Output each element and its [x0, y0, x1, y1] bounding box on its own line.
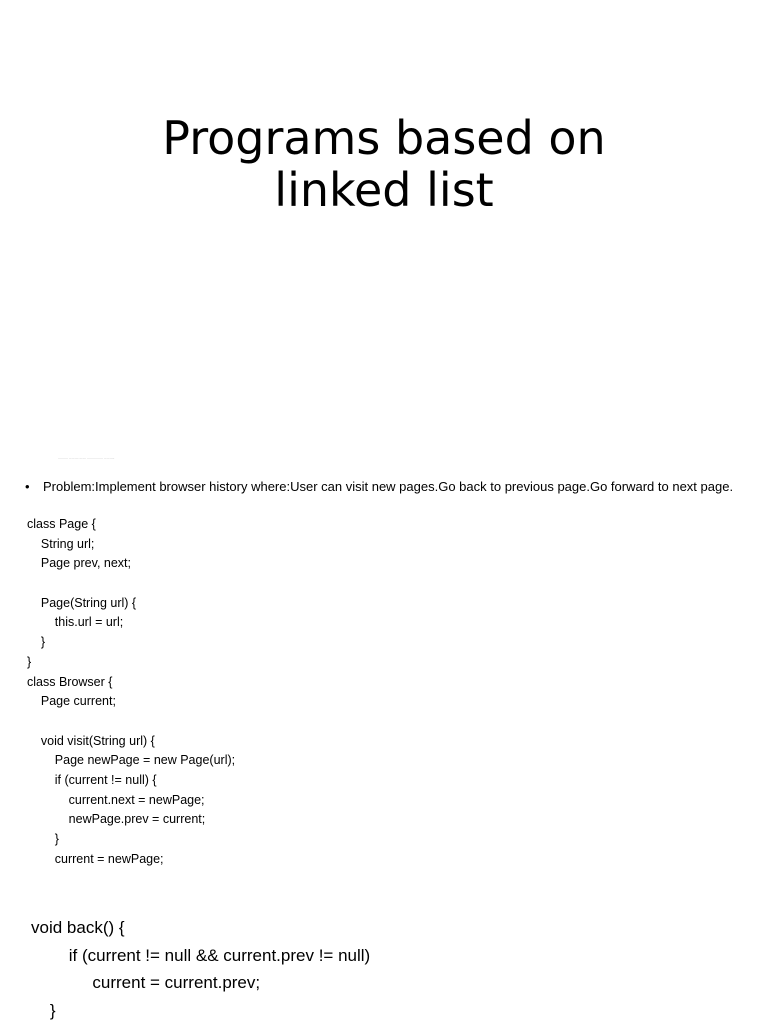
bullet-item [25, 478, 755, 495]
code-block [27, 515, 747, 867]
slide-title-line2: linked list [274, 163, 494, 217]
tiny-note: ………. ………. ……. ……………. ……….. [58, 456, 115, 460]
code-line: class Page { [27, 517, 96, 531]
bullet-icon: • [25, 479, 30, 494]
code-line: Page(String url) { [27, 595, 137, 610]
code-line: } [31, 1000, 56, 1020]
code-line: void back() { [31, 918, 125, 937]
code-line: current = newPage; [27, 851, 164, 866]
code-line: String url; [27, 536, 95, 551]
code-line: class Browser { [27, 674, 113, 689]
code-line [27, 712, 747, 732]
code-line: Page current; [27, 694, 116, 709]
code-block-back-method [31, 914, 751, 1024]
code-line: } [27, 832, 59, 846]
code-line: if (current != null && current.prev != null) [31, 945, 371, 965]
code-line: current = current.prev; [31, 973, 261, 992]
code-line: } [27, 635, 46, 650]
code-line: void visit(String url) { [27, 733, 155, 748]
slide-title [0, 112, 768, 216]
code-line: if (current != null) { [27, 772, 157, 787]
slide-title-line1: Programs based on [162, 111, 606, 165]
code-line: Page prev, next; [27, 556, 131, 571]
code-line: Page newPage = new Page(url); [27, 753, 236, 768]
code-line: current.next = newPage; [27, 792, 205, 807]
code-line [27, 574, 747, 594]
code-line: newPage.prev = current; [27, 812, 206, 827]
bullet-text: Problem:Implement browser history where:User can visit new pages.Go back to previous page.Go forward to next page. [43, 479, 734, 494]
code-line: this.url = url; [27, 615, 124, 630]
code-line: } [27, 654, 32, 669]
